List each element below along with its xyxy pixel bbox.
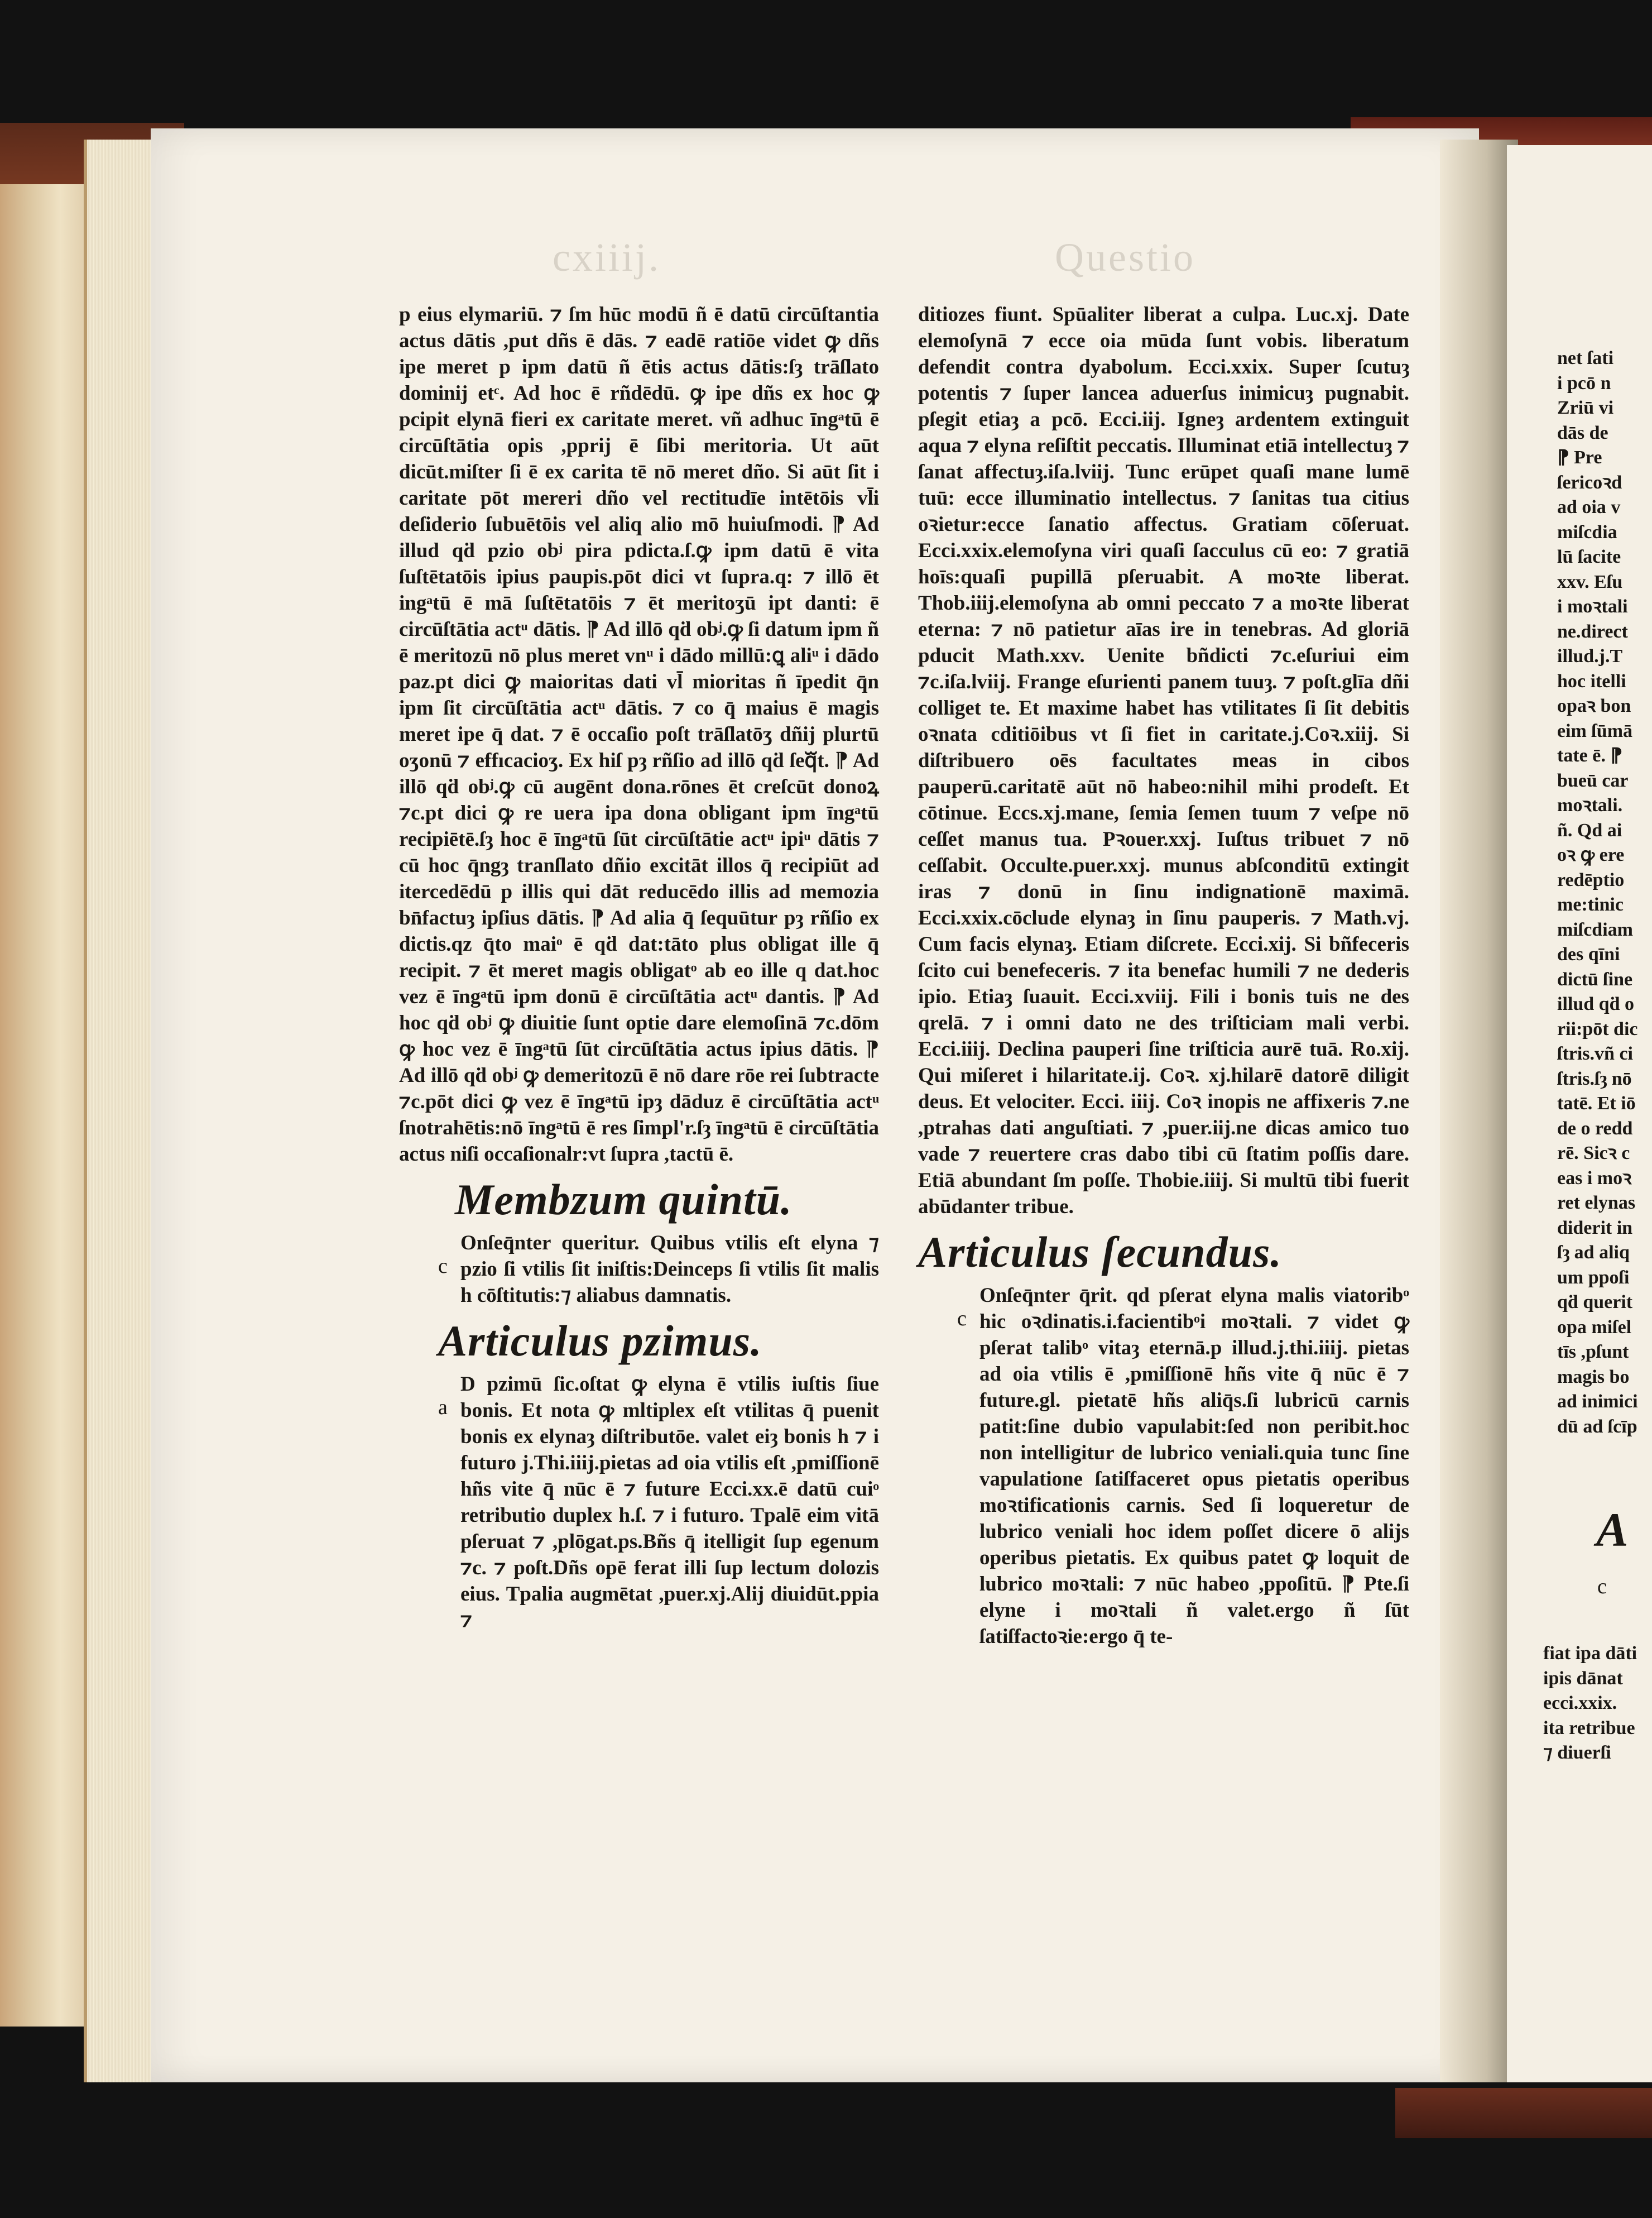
right-heading-articulus: Articulus ſecundus.: [918, 1228, 1282, 1276]
facing-top-line: ret elynas: [1557, 1192, 1636, 1213]
facing-bottom-line: ipis dānat: [1543, 1668, 1623, 1689]
facing-top-line: miſcdiam: [1557, 919, 1633, 940]
margin-mark-c: c: [438, 1254, 448, 1278]
facing-top-line: xxv. Eſu: [1557, 571, 1623, 592]
facing-top-line: moꝛtali.: [1557, 795, 1623, 816]
left-heading-articulus: Articulus pzimus.: [438, 1316, 762, 1365]
right-margin-mark-c: c: [957, 1307, 967, 1330]
facing-top-line: miſcdia: [1557, 521, 1617, 543]
facing-top-line: bueū car: [1557, 770, 1629, 791]
facing-top-line: lū ſacite: [1557, 547, 1621, 567]
facing-top-line: rē. Sicꝛ c: [1557, 1143, 1630, 1163]
facing-top-line: ſtris.vñ ci: [1557, 1043, 1633, 1064]
left-column: [399, 301, 879, 1633]
facing-top-line: dū ad ſcīp: [1557, 1416, 1637, 1437]
facing-top-line: tate ē. ⁋: [1557, 745, 1622, 766]
right-paragraph-1: ditiozes fiunt. Spūaliter liberat a culpa. Luc.xj. Date elemoſynā ⁊ ecce oia mūda ſunt vobis. liberatum defendit contra dyabolum. Ecci.xxix. Super ſcutuȝ potentis ⁊ ſuper lancea aduerſus inimicuȝ pugnabit. pſegit etiaȝ a pcō. Ecci.iij. Igneȝ ardentem extinguit aqua ⁊ elyna reſiſtit peccatis. Illuminat etiā intellectuȝ ⁊ ſanat affectuȝ.iſa.lviij. Tunc erūpet quaſi mane lumē tuū: ecce illuminatio intellectus. ⁊ ſanitas tua citius oꝛietur:ecce ſanatio affectus. Gratiam cōſeruat. Ecci.xxix.elemoſyna viri quaſi ſacculus cū eo: ⁊ gratiā hoīs:quaſi pupillā pſeruabit. A moꝛte liberat. Thob.iiij.elemoſyna ab omni peccato ⁊ a moꝛte liberat eterna: ⁊ nō patietur aīas ire in tenebras. Ad gloriā pducit Math.xxv. Uenite bñdicti ⁊c.eſuriui eim ⁊c.iſa.lviij. Frange eſurienti panem tuuȝ. ⁊ poſt.glīa dñi colliget te. Et maxime habet has vtilitates ſi ſit debitis oꝛnata cditiōibus vt ſi fiet in caritate.j.Coꝛ.xiij. Si diſtribuero oēs facultates meas in cibos pauperū.caritatē aūt nō habeo:nihil mihi prodeſt. Et cōtinue. Eccs.xj.mane, ſemia ſemen tuum ⁊ veſpe nō ceſſet manus tua. Pꝛouer.xxj. Iuſtus tribuet ⁊ nō ceſſabit. Occulte.puer.xxj. munus abſconditū extingit iras ⁊ donū in ſinu indignationē maximā. Ecci.xxix.cōclude elynaȝ in ſinu pauperis. ⁊ Math.vj. Cum facis elynaȝ. Etiam diſcrete. Ecci.xij. Si bñfeceris ſcito cui benefeceris. ⁊ ita benefac humili ⁊ ne dederis ipio. Etiaȝ ſuauit. Ecci.xviij. Fili i bonis tuis ne des qrelā. ⁊ i omni dato ne des triſticiam mali verbi. Ecci.iiij. Declina pauperi ſine triſticia aurē tuā. Ro.xij. Qui miſeret i hilaritate.ij. Coꝛ. xj.hilarē datorē diligit deus. Et velociter. Ecci. iiij. Coꝛ inopis ne affixeris ⁊.ne ,ptrahas dati anguſtiati. ⁊ ,puer.iij.ne dicas amico tuo vade ⁊ reuertere cras dabo tibi cū ſtatim poſſis dare. Etiā abundant ſm poſſe. Thobie.iiij. Si multū tibi fuerit abūdanter tribue.: [918, 303, 1409, 1218]
facing-top-line: oꝛ ꝙ ere: [1557, 845, 1625, 865]
right-paragraph-2-wrap: [918, 1282, 1409, 1650]
facing-top-line: de o redd: [1557, 1118, 1633, 1139]
facing-top-line: ñ. Qd ai: [1557, 820, 1622, 841]
facing-top-line: hoc itelli: [1557, 670, 1626, 692]
left-heading-membrum: Membzum quintū.: [455, 1175, 793, 1224]
facing-page-heading: A: [1596, 1503, 1629, 1556]
left-paragraph-2: Onſeq̄nter queritur. Quibus vtilis eſt elyna ⁊ pzio ſi vtilis ſit iniſtis:Deinceps ſi vtilis ſit malis h cōſtitutis:⁊ aliabus damnatis.: [460, 1232, 879, 1307]
facing-top-line: me:tinic: [1557, 894, 1624, 915]
facing-top-line: illud qḋ o: [1557, 994, 1634, 1014]
margin-mark-a: a: [438, 1396, 448, 1419]
facing-top-line: dictū ſine: [1557, 969, 1633, 990]
facing-top-line: magis bo: [1557, 1366, 1630, 1387]
facing-top-line: ſȝ ad aliq: [1557, 1242, 1630, 1263]
facing-top-line: eas i moꝛ: [1557, 1167, 1632, 1189]
facing-bottom-line: ecci.xxix.: [1543, 1693, 1617, 1713]
facing-top-line: net ſati: [1557, 348, 1614, 368]
left-paragraph-3-wrap: [399, 1371, 879, 1633]
facing-top-line: um ppoſi: [1557, 1267, 1630, 1288]
facing-top-line: ſericoꝛd: [1557, 472, 1622, 493]
facing-bottom-line: fiat ipa dāti: [1543, 1643, 1637, 1664]
facing-page-text-bottom: [1543, 1641, 1652, 1766]
facing-top-line: i pcō n: [1557, 372, 1611, 394]
facing-top-line: dās de: [1557, 422, 1608, 443]
facing-top-line: ad oia v: [1557, 497, 1621, 518]
facing-top-line: ne.direct: [1557, 621, 1628, 642]
facing-bottom-line: ⁊ diuerſi: [1543, 1742, 1611, 1763]
left-paragraph-3: D pzimū ſic.oſtat ꝙ elyna ē vtilis iuſtis ſiue bonis. Et nota ꝙ mltiplex eſt vtilitas q̄ puenit bonis ex elynaȝ diſtributōe. valet eiȝ bonis h ⁊ i futuro j.Thi.iiij.pietas ad oia vtilis eſt ,pmiſſionē hñs vite q̄ nūc ē ⁊ future Ecci.xx.ē datū cuiᵒ retributio duplex h.ſ. ⁊ i futuro. Tpalē eim vitā pſeruat ⁊ ,plōgat.ps.Bñs q̄ itelligit ſup egenum ⁊c. ⁊ poſt.Dñs opē ferat illi ſup lectum dolozis eius. Tpalia augmētat ,puer.xj.Alij diuidūt.ppia ⁊: [460, 1373, 879, 1632]
right-paragraph-2: Onſeq̄nter q̄rit. qd pſerat elyna malis viatoribᵒ hic oꝛdinatis.i.facientibᵒi moꝛtali. ⁊ videt ꝙ pſerat talibᵒ vitaȝ eternā.p illud.j.thi.iiij. pietas ad oia vtilis ē ,pmiſſionē hñs vite q̄ nūc ē ⁊ future.gl. pietatē hñs aliq̄s.ſi lubricū carnis patit:ſine dubio vapulabit:ſed non peribit.hoc non intelligitur de lubrico veniali.quia tunc ſine vapulatione ſatiſfaceret opus pietatis operibus moꝛtificationis carnis. Sed ſi loqueretur de lubrico veniali hoc idem poſſet dicere ō alijs operibus pietatis. Ex quibus patet ꝙ loquit de lubrico moꝛtali: ⁊ nūc habeo ,ppoſitū. ⁋ Pte.ſi elyne i moꝛtali ñ valet.ergo ñ ſūt ſatiſfactoꝛie:ergo q̄ te-: [979, 1284, 1409, 1648]
facing-top-line: ⁋ Pre: [1557, 447, 1602, 468]
running-head-right: Questio: [1055, 235, 1195, 280]
facing-top-line: illud.j.T: [1557, 646, 1623, 667]
facing-top-line: redēptio: [1557, 869, 1625, 890]
gutter: [1440, 140, 1518, 2082]
facing-page-initial: c: [1597, 1575, 1607, 1598]
facing-top-line: tīs ,pſunt: [1557, 1342, 1629, 1362]
page-stack-left: [84, 140, 160, 2082]
right-column: [918, 301, 1409, 1650]
facing-page-text-top: [1557, 346, 1652, 1439]
running-head-left: cxiiij.: [553, 235, 661, 280]
facing-top-line: des qīni: [1557, 944, 1620, 965]
facing-top-line: qḋ querit: [1557, 1292, 1633, 1312]
facing-top-line: opa miſel: [1557, 1316, 1632, 1338]
facing-bottom-line: ita retribue: [1543, 1717, 1635, 1738]
facing-top-line: ſtris.ſȝ nō: [1557, 1068, 1632, 1089]
facing-top-line: opaꝛ bon: [1557, 696, 1631, 716]
facing-top-line: diderit in: [1557, 1217, 1633, 1238]
left-paragraph-2-wrap: [399, 1230, 879, 1309]
facing-top-line: tatē. Et iō: [1557, 1093, 1636, 1114]
left-paragraph-1: p eius elymariū. ⁊ ſm hūc modū ñ ē datū circūſtantia actus dātis ,put dñs ē dās. ⁊ eadē ratiōe videt ꝙ dñs ipe meret p ipm datū ñ ētis actus dātis:ſȝ trāſlato dominij etᶜ. Ad hoc ē rñdēdū. ꝙ ipe dñs ex hoc ꝙ pcipit elynā fieri ex caritate meret. vñ adhuc īngᵃtū ē circūſtātia opis ,pprij ē ſibi meritoria. Ut aūt dicūt.miſter ſi ē ex carita tē nō meret dño. Si aūt ſit i caritate pōt mereri dño vel rectitudīe intētōis vl̄i deſiderio ſubuētōis vel aliq alio mō huiuſmodi. ⁋ Ad illud qḋ pzio obʲ pira pdicta.ſ.ꝙ ipm datū ē vita ſuſtētatōis ipius paupis.pōt dici vt ſupra.q: ⁊ illō ēt ingᵃtū ē mā ſuſtētatōis ⁊ ēt meritoʒū ipt danti: ē circūſtātia actᵘ dātis. ⁋ Ad illō qḋ obʲ.ꝙ ſi datum ipm ñ ē meritozū nō plus meret vnᵘ i dādo millū:ꝗ aliᵘ i dādo paz.pt dici ꝙ maioritas dati vl̄ mioritas ñ īpedit q̄n ipm ſit circūſtātia actᵘ dātis. ⁊ co q̄ maius ē magis meret ipe q̄ dat. ⁊ ē occaſio poſt trāſlatōʒ dñij plurtū oʒonū ⁊ effıcacioʒ. Ex hiſ pȝ rñſio ad illō qḋ ſeqᷓt. ⁋ Ad illō qḋ obʲ.ꝙ cū augēnt dona.rōnes ēt creſcūt donoꝝ ⁊c.pt dici ꝙ re uera ipa dona obligant ipm īngᵃtū recipiētē.ſȝ hoc ē īngᵃtū ſūt circūſtātie actᵘ ipiᵘ dātis ⁊ cū hoc q̄ngȝ tranſlato dñio excitāt illos q̄ recipiūt ad itercedēdū p illis qui dāt reducēdo illis ad memozia bn̄factuȝ ipſius dātis. ⁋ Ad alia q̄ ſequūtur pȝ rñſio ex dictis.qz q̄to maiᵒ ē qḋ dat:tāto plus obligat ille q̄ recipit. ⁊ ēt meret magis obligatᵒ ab eo ille q dat.hoc vez ē īngᵃtū ipm donū ē circūſtātia actᵘ dantis. ⁋ Ad hoc qḋ obʲ ꝙ diuitie ſunt optie dare elemoſinā ⁊c.dōm ꝙ hoc vez ē īngᵃtū ſūt circūſtātia actus ipius dātis. ⁋ Ad illō qḋ obʲ ꝙ demeritozū ē nō dare rōe rei ſubtracte ⁊c.pōt dici ꝙ vez ē īngᵃtū ipȝ dāduz ē circūſtātia actᵘ ſnotrahētis:nō īngᵃtū ē res ſimpl'r.ſȝ īngᵃtū ē circūſtātia actus niſi occaſionalr:vt ſupra ,tactū ē.: [399, 303, 879, 1166]
facing-top-line: i moꝛtali: [1557, 596, 1628, 617]
facing-top-line: ad inimici: [1557, 1391, 1638, 1412]
facing-top-line: eim ſūmā: [1557, 720, 1633, 741]
facing-top-line: rii:pōt dic: [1557, 1018, 1638, 1039]
facing-top-line: Zriū vi: [1557, 397, 1614, 418]
bottom-cover: [1395, 2088, 1652, 2138]
